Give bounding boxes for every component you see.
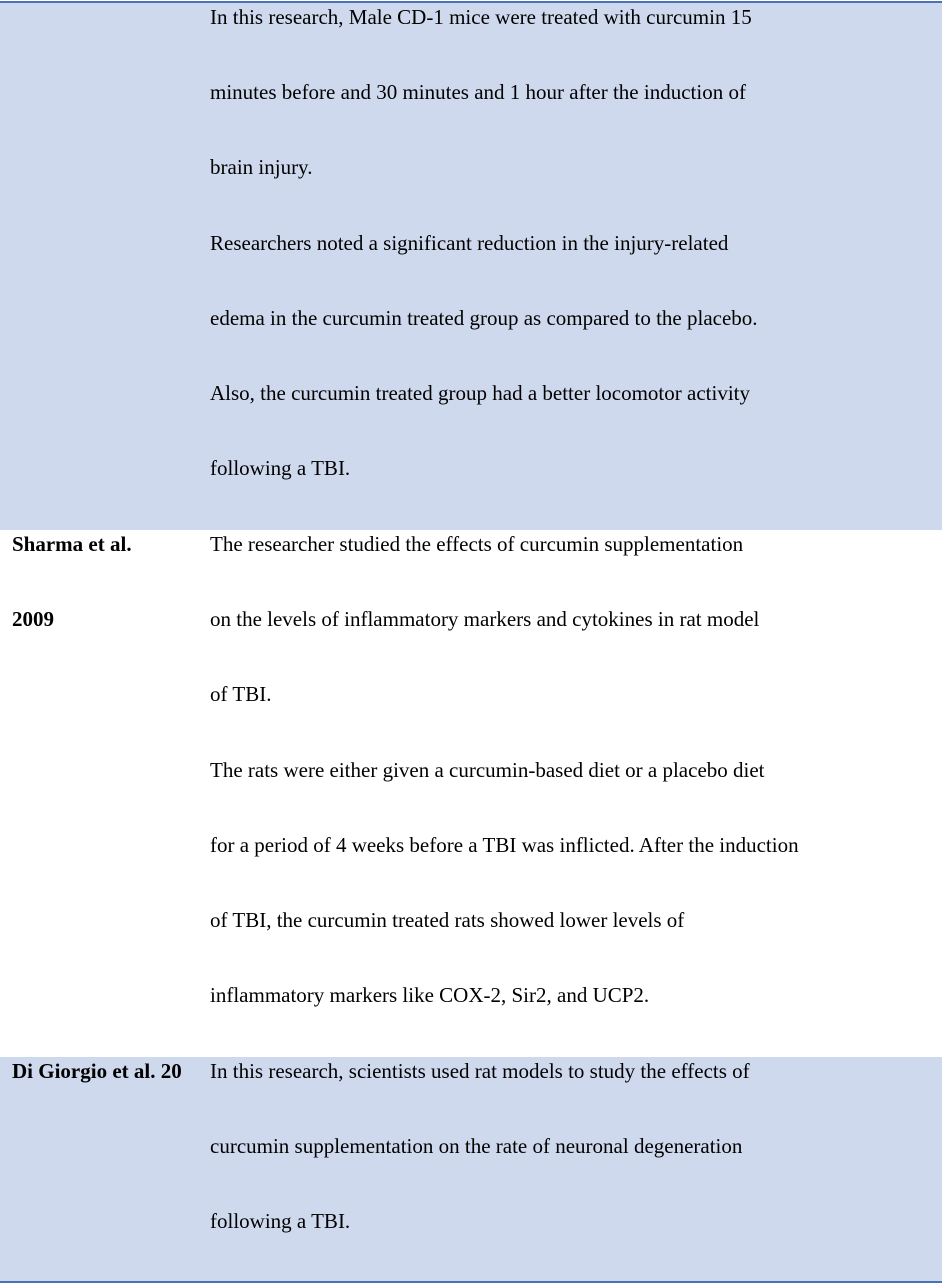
description-cell bbox=[210, 3, 930, 529]
description-line: Researchers noted a significant reduction in the injury-related bbox=[210, 230, 729, 255]
author-line: Sharma et al. bbox=[12, 532, 132, 556]
description-line: edema in the curcumin treated group as compared to the placebo. bbox=[210, 305, 758, 330]
description-line: of TBI, the curcumin treated rats showed lower levels of bbox=[210, 907, 685, 932]
table-bottom-border bbox=[0, 1281, 942, 1283]
description-line: curcumin supplementation on the rate of neuronal degeneration bbox=[210, 1134, 743, 1159]
description-line: The rats were either given a curcumin-based diet or a placebo diet bbox=[210, 757, 765, 782]
author-cell bbox=[12, 1057, 200, 1132]
year-line: 2009 bbox=[12, 607, 54, 632]
table-row bbox=[0, 530, 942, 1057]
description-line: In this research, Male CD-1 mice were treated with curcumin 15 bbox=[210, 5, 752, 29]
table-row bbox=[0, 1057, 942, 1281]
description-line: In this research, scientists used rat models to study the effects of bbox=[210, 1059, 750, 1083]
description-cell bbox=[210, 530, 930, 1056]
description-line: on the levels of inflammatory markers and cytokines in rat model bbox=[210, 607, 760, 632]
author-cell bbox=[12, 530, 200, 680]
description-line: The researcher studied the effects of curcumin supplementation bbox=[210, 532, 744, 556]
description-line: brain injury. bbox=[210, 155, 313, 180]
description-line: following a TBI. bbox=[210, 456, 351, 481]
description-line: inflammatory markers like COX-2, Sir2, and UCP2. bbox=[210, 983, 650, 1008]
description-line: of TBI. bbox=[210, 682, 272, 707]
description-line: Also, the curcumin treated group had a better locomotor activity bbox=[210, 380, 750, 405]
description-line: for a period of 4 weeks before a TBI was inflicted. After the induction bbox=[210, 832, 799, 857]
author-line: Di Giorgio et al. 20 bbox=[12, 1059, 182, 1083]
description-line: following a TBI. bbox=[210, 1209, 351, 1234]
description-cell bbox=[210, 1057, 930, 1283]
description-line: minutes before and 30 minutes and 1 hour after the induction of bbox=[210, 80, 746, 105]
table-row bbox=[0, 3, 942, 530]
